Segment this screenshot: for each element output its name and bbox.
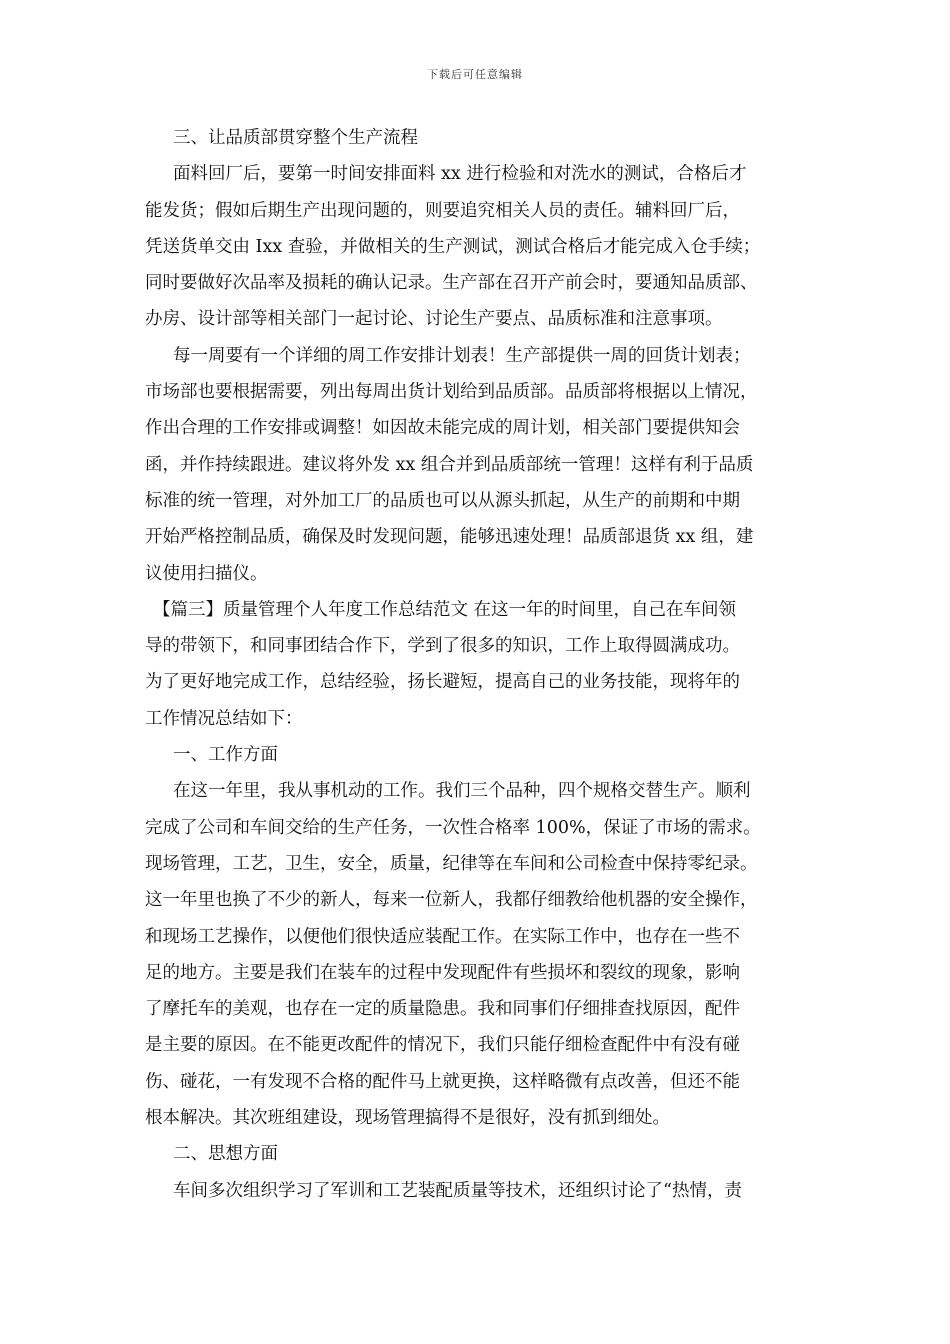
text-line: 三、让品质部贯穿整个生产流程 <box>173 128 418 148</box>
text-line: 能发货；假如后期生产出现问题的，则要追究相关人员的责任。辅料回厂后， <box>145 200 740 221</box>
text-line: 工作情况总结如下： <box>145 708 303 729</box>
text-line: 函，并作持续跟进。建议将外发 xx 组合并到品质部统一管理！这样有利于品质 <box>145 454 754 475</box>
text-line: 根本解决。其次班组建设，现场管理搞得不是很好，没有抓到细处。 <box>145 1108 670 1129</box>
text-line: 了摩托车的美观，也存在一定的质量隐患。我和同事们仔细排查找原因，配件 <box>145 999 740 1020</box>
text-line: 和现场工艺操作，以便他们很快适应装配工作。在实际工作中，也存在一些不 <box>145 926 740 947</box>
text-line: 同时要做好次品率及损耗的确认记录。生产部在召开产前会时，要通知品质部、 <box>145 273 758 294</box>
text-line: 足的地方。主要是我们在装车的过程中发现配件有些损坏和裂纹的现象，影响 <box>145 962 740 983</box>
page-header: 下载后可任意编辑 <box>427 68 523 81</box>
text-line: 导的带领下，和同事团结合作下，学到了很多的知识，工作上取得圆满成功。 <box>145 636 740 657</box>
text-line: 现场管理，工艺，卫生，安全，质量，纪律等在车间和公司检查中保持零纪录。 <box>145 853 758 874</box>
text-line: 每一周要有一个详细的周工作安排计划表！生产部提供一周的回货计划表； <box>173 345 751 366</box>
text-line: 为了更好地完成工作，总结经验，扬长避短，提高自己的业务技能，现将年的 <box>145 672 740 693</box>
text-line: 伤、碰花，一有发现不合格的配件马上就更换，这样略微有点改善，但还不能 <box>145 1071 740 1092</box>
text-line: 议使用扫描仪。 <box>145 563 268 584</box>
text-line: 标准的统一管理，对外加工厂的品质也可以从源头抓起，从生产的前期和中期 <box>145 490 740 511</box>
text-line: 开始严格控制品质，确保及时发现问题，能够迅速处理！品质部退货 xx 组，建 <box>145 527 754 548</box>
text-line: 凭送货单交由 Ixx 查验，并做相关的生产测试，测试合格后才能完成入仓手续； <box>145 236 761 257</box>
document-body <box>145 120 825 1209</box>
text-line: 二、思想方面 <box>173 1144 278 1165</box>
text-line: 市场部也要根据需要，列出每周出货计划给到品质部。品质部将根据以上情况， <box>145 382 758 403</box>
text-line: 办房、设计部等相关部门一起讨论、讨论生产要点、品质标准和注意事项。 <box>145 309 723 330</box>
text-line: 面料回厂后，要第一时间安排面料 xx 进行检验和对洗水的测试，合格后才 <box>173 164 747 185</box>
text-line: 【篇三】质量管理个人年度工作总结范文 在这一年的时间里，自己在车间领 <box>153 599 737 620</box>
text-line: 这一年里也换了不少的新人，每来一位新人，我都仔细教给他机器的安全操作， <box>145 890 758 911</box>
text-line: 车间多次组织学习了军训和工艺装配质量等技术，还组织讨论了“热情，责 <box>173 1180 742 1201</box>
text-line: 在这一年里，我从事机动的工作。我们三个品种，四个规格交替生产。顺利 <box>173 781 751 802</box>
text-line: 作出合理的工作安排或调整！如因故未能完成的周计划，相关部门要提供知会 <box>145 418 740 439</box>
text-line: 一、工作方面 <box>173 745 278 766</box>
text-line: 完成了公司和车间交给的生产任务，一次性合格率 100%，保证了市场的需求。 <box>145 817 761 838</box>
text-line: 是主要的原因。在不能更改配件的情况下，我们只能仔细检查配件中有没有碰 <box>145 1035 740 1056</box>
